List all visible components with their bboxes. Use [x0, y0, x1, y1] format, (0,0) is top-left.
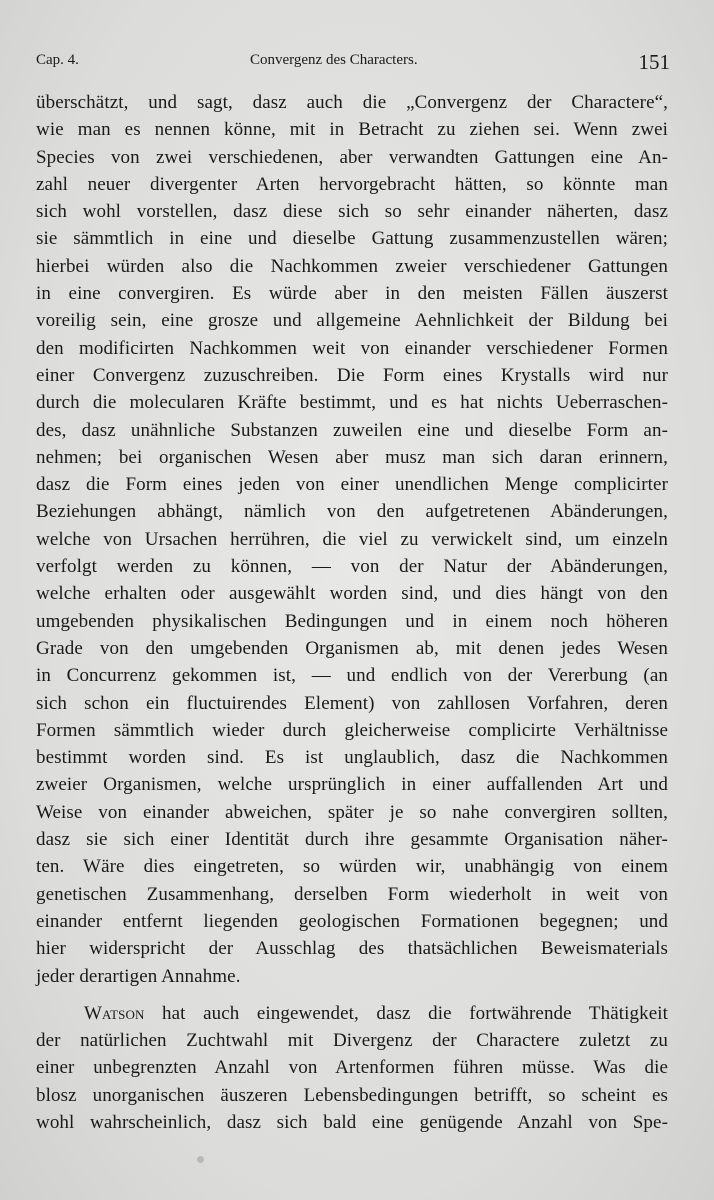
text-line: genetischen Zusammenhang, derselben Form wiederholt in weit von — [36, 883, 668, 905]
paragraph-gap — [36, 990, 668, 1000]
page-number: 151 — [638, 50, 670, 74]
text-line: blosz unorganischen äuszeren Lebensbedingungen betrifft, so scheint es — [36, 1084, 668, 1106]
paragraph-2 — [36, 1000, 668, 1136]
text-line: sie sämmtlich in eine und dieselbe Gattung zusammenzustellen wären; — [36, 228, 668, 250]
text-line: in eine convergiren. Es würde aber in den meisten Fällen äuszerst — [36, 283, 668, 305]
text-line: überschätzt, und sagt, dasz auch die „Convergenz der Charactere“, — [36, 92, 668, 113]
text-line: dasz sie sich einer Identität durch ihre gesammte Organisation näher- — [36, 829, 668, 851]
text-line: umgebenden physikalischen Bedingungen und in einem noch höheren — [36, 610, 668, 632]
text-line: Species von zwei verschiedenen, aber verwandten Gattungen eine An- — [36, 146, 668, 168]
author-name: Watson — [84, 1002, 145, 1024]
text-line: nehmen; bei organischen Wesen aber musz man sich daran erinnern, — [36, 446, 668, 468]
text-line: einer unbegrenzten Anzahl von Artenformen führen müsse. Was die — [36, 1057, 668, 1079]
text-line: jeder derartigen Annahme. — [36, 965, 241, 987]
text-line: einander entfernt liegenden geologischen Formationen begegnen; und — [36, 910, 668, 932]
body-text — [36, 89, 668, 1136]
text-line: wohl wahrscheinlich, dasz sich bald eine genügende Anzahl von Spe- — [36, 1111, 668, 1133]
text-line: voreilig sein, eine grosze und allgemeine Aehnlichkeit der Bildung bei — [36, 310, 668, 332]
text-line: den modificirten Nachkommen weit von einander verschiedener Formen — [36, 337, 668, 359]
text-line: hierbei würden also die Nachkommen zweier verschiedener Gattungen — [36, 255, 668, 277]
text-line: zahl neuer divergenter Arten hervorgebracht hätten, so könnte man — [36, 173, 668, 195]
first-line-text: hat auch eingewendet, dasz die fortwährende Thätigkeit — [144, 1002, 668, 1024]
text-line: welche von Ursachen herrühren, die viel zu verwickelt sind, um einzeln — [36, 528, 668, 550]
text-line: der natürlichen Zuchtwahl mit Divergenz der Charactere zuletzt zu — [36, 1030, 668, 1052]
text-line: bestimmt worden sind. Es ist unglaublich, dasz die Nachkommen — [36, 747, 668, 769]
text-line: sich schon ein fluctuirendes Element) von zahllosen Vorfahren, deren — [36, 692, 668, 714]
text-line: zweier Organismen, welche ursprünglich in einer auffallenden Art und — [36, 774, 668, 796]
paper-speck — [197, 1156, 204, 1163]
text-line: hier widerspricht der Ausschlag des thatsächlichen Beweismaterials — [36, 938, 668, 960]
chapter-label: Cap. 4. — [36, 52, 79, 68]
text-line: in Concurrenz gekommen ist, — und endlich von der Vererbung (an — [36, 665, 668, 687]
text-line: verfolgt werden zu können, — von der Natur der Abänderungen, — [36, 556, 668, 578]
text-line: Weise von einander abweichen, später je so nahe convergiren sollten, — [36, 801, 668, 823]
text-line: wie man es nennen könne, mit in Betracht zu ziehen sei. Wenn zwei — [36, 119, 668, 141]
paragraph-1 — [36, 89, 668, 990]
text-line: durch die molecularen Kräfte bestimmt, und es hat nichts Ueberraschen- — [36, 392, 668, 414]
text-line: des, dasz unähnliche Substanzen zuweilen eine und dieselbe Form an- — [36, 419, 668, 441]
text-line: einer Convergenz zuzuschreiben. Die Form eines Krystalls wird nur — [36, 364, 668, 386]
text-line: sich wohl vorstellen, dasz diese sich so sehr einander näherten, dasz — [36, 201, 668, 223]
page-header — [36, 48, 676, 76]
text-line: welche erhalten oder ausgewählt worden sind, und dies hängt von den — [36, 583, 668, 605]
text-line: Grade von den umgebenden Organismen ab, mit denen jedes Wesen — [36, 637, 668, 659]
text-line: dasz die Form eines jeden von einer unendlichen Menge complicirter — [36, 474, 668, 496]
running-title: Convergenz des Characters. — [250, 52, 418, 68]
text-line-first — [36, 1000, 668, 1027]
text-line: Beziehungen abhängt, nämlich von den aufgetretenen Abänderungen, — [36, 501, 668, 523]
text-line: ten. Wäre dies eingetreten, so würden wir, unabhängig von einem — [36, 856, 668, 878]
text-line: Formen sämmtlich wieder durch gleicherweise complicirte Verhältnisse — [36, 719, 668, 741]
